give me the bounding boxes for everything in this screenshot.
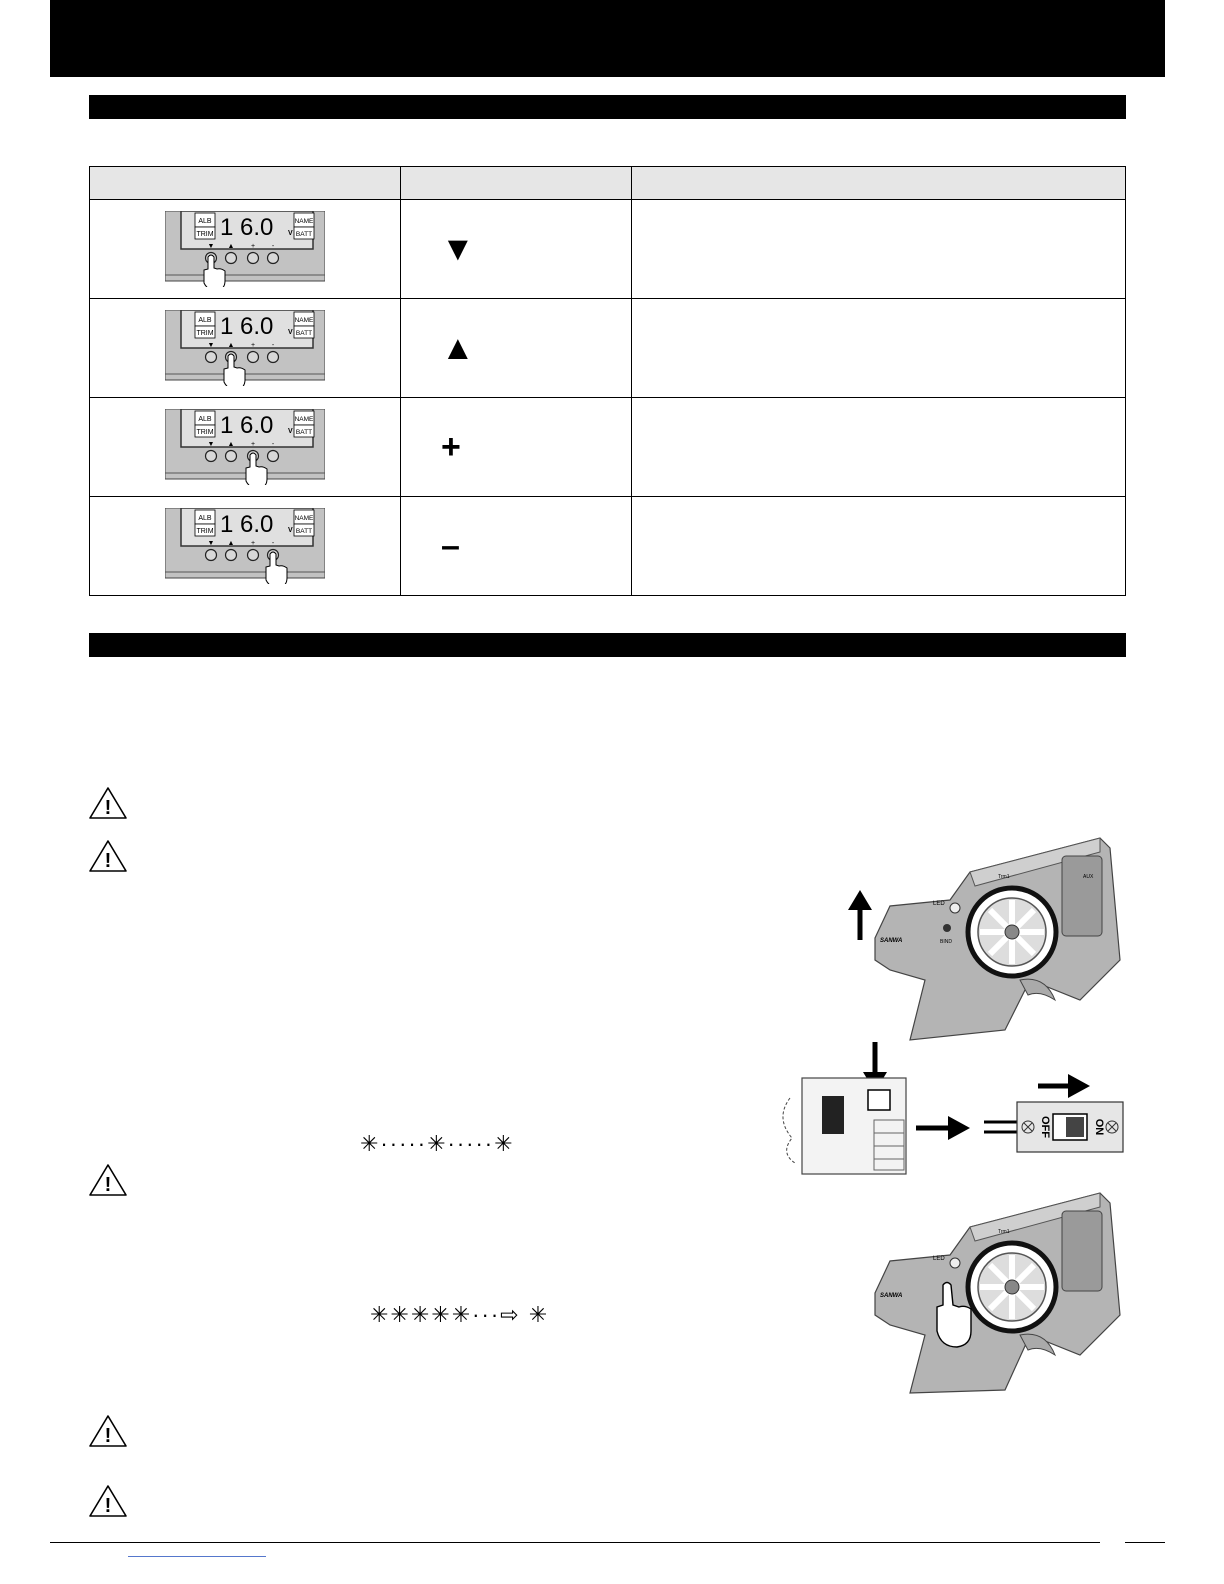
steering-wheel-icon	[968, 1243, 1056, 1331]
key-symbol: +	[441, 428, 461, 466]
led-flash-pattern-fast: ✳✳✳✳✳···⇨ ✳	[370, 1302, 550, 1327]
key-symbol-cell	[401, 398, 632, 497]
lcd-label: ALB	[198, 416, 212, 423]
lcd-digits: 1 6.0	[220, 511, 274, 538]
lcd-button-mark: +	[250, 342, 256, 349]
led-label: LED	[933, 901, 945, 907]
footer-link-underline	[128, 1556, 266, 1557]
svg-text:!: !	[104, 1495, 112, 1517]
lcd-button-icon	[226, 451, 237, 462]
key-description-cell	[632, 299, 1126, 398]
warning-icon	[88, 1414, 128, 1448]
lcd-label: NAME	[294, 515, 314, 522]
lcd-button-mark: -	[271, 441, 275, 448]
table-header-cell	[90, 167, 401, 200]
lcd-button-mark: -	[271, 342, 275, 349]
lcd-button-mark: ▲	[227, 342, 235, 349]
lcd-unit: V	[288, 329, 293, 336]
lcd-digits: 1 6.0	[220, 313, 274, 340]
switch-on-label: ON	[1093, 1118, 1105, 1136]
section-bar-1	[89, 95, 1126, 119]
steering-wheel-icon	[968, 888, 1056, 976]
transmitter-illustration-bottom	[865, 1185, 1130, 1395]
section-bar-2	[89, 633, 1126, 657]
lcd-illustration-cell	[90, 497, 401, 596]
warning-icon	[88, 786, 128, 820]
lcd-panel-illustration	[165, 211, 325, 287]
table-header-row	[90, 167, 1126, 200]
right-arrow-icon	[916, 1116, 970, 1140]
lcd-digits: 1 6.0	[220, 412, 274, 439]
led-flash-pattern-slow: ✳·····✳·····✳	[360, 1131, 515, 1156]
lcd-button-icon	[206, 550, 217, 561]
footer-rule	[50, 1542, 1100, 1543]
lcd-unit: V	[288, 527, 293, 534]
lcd-button-icon	[268, 253, 279, 264]
key-symbol: –	[441, 527, 460, 565]
key-function-table	[89, 166, 1126, 596]
lcd-button-icon	[248, 550, 259, 561]
brand-logo-text: SANWA	[880, 1293, 903, 1299]
bind-label: BIND	[940, 939, 952, 945]
key-symbol: ▲	[441, 329, 475, 367]
lcd-button-icon	[226, 253, 237, 264]
key-description-cell	[632, 200, 1126, 299]
table-row	[90, 398, 1126, 497]
lcd-unit: V	[288, 428, 293, 435]
key-symbol-cell	[401, 200, 632, 299]
svg-text:!: !	[104, 850, 112, 872]
trim-label: Trm1	[998, 1229, 1010, 1235]
lcd-button-mark: ▲	[227, 441, 235, 448]
table-header-cell	[632, 167, 1126, 200]
key-symbol: ▼	[441, 230, 475, 268]
lcd-label: BATT	[295, 330, 313, 337]
lcd-unit: V	[288, 230, 293, 237]
transmitter-illustration-top	[830, 830, 1130, 1045]
lcd-label: ALB	[198, 317, 212, 324]
led-label: LED	[933, 1256, 945, 1262]
table-header-cell	[401, 167, 632, 200]
lcd-label: BATT	[295, 231, 313, 238]
lcd-button-icon	[206, 451, 217, 462]
up-arrow-icon	[848, 890, 872, 940]
lcd-digits: 1 6.0	[220, 214, 274, 241]
aux-label: AUX	[1083, 874, 1094, 880]
power-switch-icon	[1053, 1114, 1087, 1140]
lcd-button-mark: -	[271, 540, 275, 547]
svg-text:!: !	[104, 1174, 112, 1196]
key-symbol-cell	[401, 497, 632, 596]
lcd-label: ALB	[198, 218, 212, 225]
lcd-button-icon	[226, 550, 237, 561]
lcd-button-mark: +	[250, 540, 256, 547]
page-header-bar	[50, 0, 1165, 77]
lcd-panel-illustration	[165, 409, 325, 485]
lcd-button-mark: ▼	[207, 243, 215, 250]
table-row	[90, 299, 1126, 398]
lcd-panel-illustration	[165, 508, 325, 584]
switch-off-label: OFF	[1039, 1116, 1051, 1138]
lcd-illustration-cell	[90, 299, 401, 398]
warning-icon	[88, 839, 128, 873]
lcd-label: NAME	[294, 317, 314, 324]
lcd-button-mark: ▼	[207, 441, 215, 448]
lcd-button-icon	[248, 352, 259, 363]
receiver-switch-illustration	[770, 1038, 1130, 1178]
lcd-label: BATT	[295, 429, 313, 436]
lcd-button-mark: ▲	[227, 540, 235, 547]
key-description-cell	[632, 497, 1126, 596]
lcd-label: TRIM	[196, 330, 214, 337]
lcd-button-mark: +	[250, 441, 256, 448]
lcd-panel-illustration	[165, 310, 325, 386]
key-symbol-cell	[401, 299, 632, 398]
svg-text:!: !	[104, 797, 112, 819]
lcd-button-mark: +	[250, 243, 256, 250]
lcd-button-mark: ▼	[207, 540, 215, 547]
lcd-label: NAME	[294, 416, 314, 423]
table-row	[90, 200, 1126, 299]
table-row	[90, 497, 1126, 596]
trim-label: Trm1	[998, 874, 1010, 880]
key-description-cell	[632, 398, 1126, 497]
svg-text:!: !	[104, 1425, 112, 1447]
lcd-button-icon	[206, 352, 217, 363]
right-arrow-icon	[1038, 1074, 1090, 1098]
warning-icon	[88, 1163, 128, 1197]
lcd-label: TRIM	[196, 528, 214, 535]
lcd-label: NAME	[294, 218, 314, 225]
lcd-label: TRIM	[196, 429, 214, 436]
warning-icon	[88, 1484, 128, 1518]
lcd-label: ALB	[198, 515, 212, 522]
lcd-illustration-cell	[90, 398, 401, 497]
lcd-button-icon	[268, 352, 279, 363]
lcd-button-icon	[248, 253, 259, 264]
lcd-label: BATT	[295, 528, 313, 535]
lcd-button-mark: ▼	[207, 342, 215, 349]
brand-logo-text: SANWA	[880, 938, 903, 944]
lcd-illustration-cell	[90, 200, 401, 299]
lcd-label: TRIM	[196, 231, 214, 238]
lcd-button-mark: ▲	[227, 243, 235, 250]
footer-rule-right	[1125, 1542, 1165, 1543]
lcd-button-icon	[268, 451, 279, 462]
lcd-button-mark: -	[271, 243, 275, 250]
